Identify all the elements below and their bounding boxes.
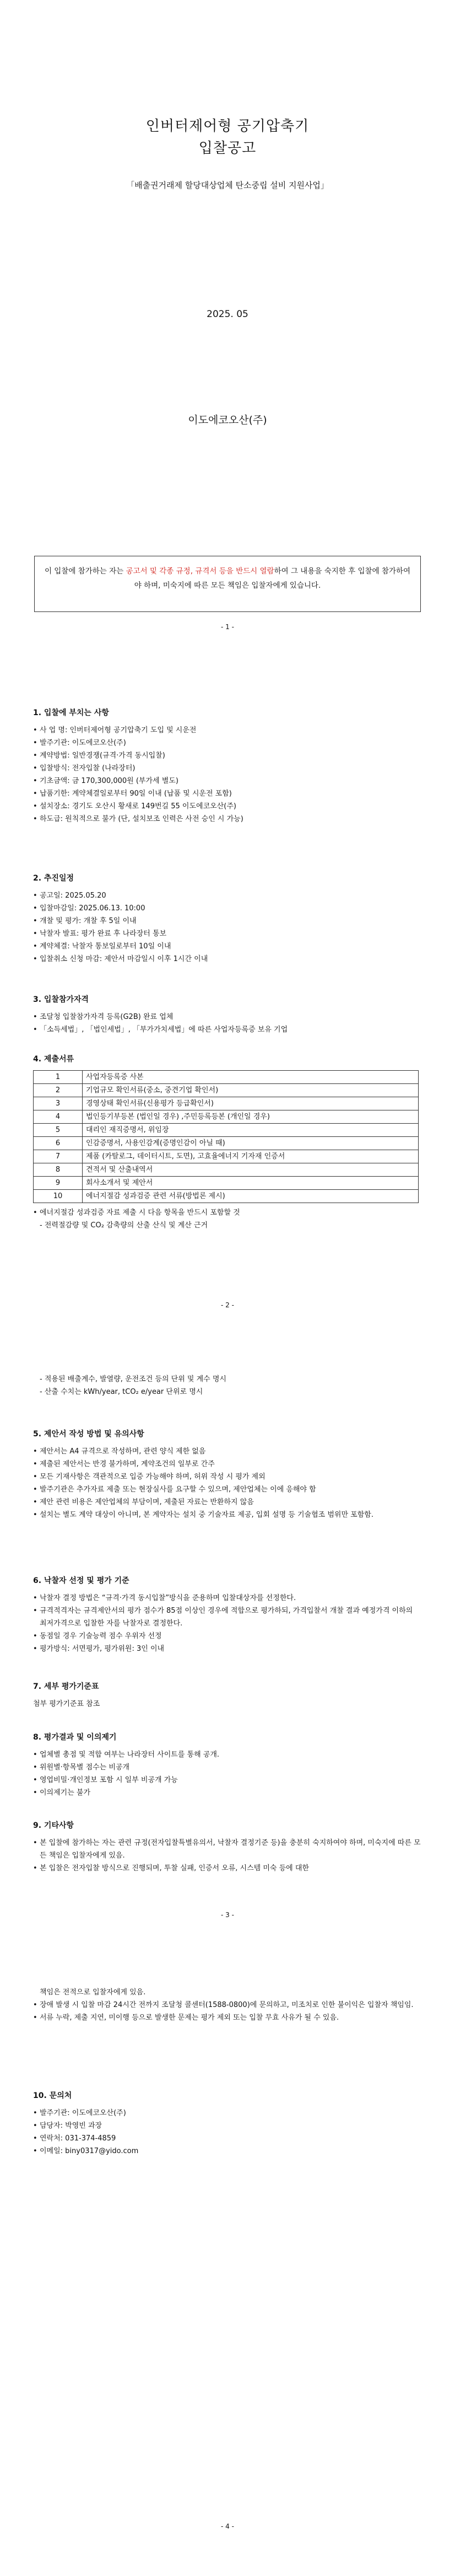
list-item: • 위원별·항목별 점수는 비공개: [33, 1761, 421, 1774]
list-item: • 장애 발생 시 입찰 마감 24시간 전까지 조달청 콜센터(1588-0800)에 문의하고, 미조치로 인한 불이익은 입찰자 책임임.: [33, 1999, 421, 2011]
list-item: • 계약방법: 일반경쟁(규격·가격 동시입찰): [33, 749, 421, 762]
list-item: • 본 입찰은 전자입찰 방식으로 진행되며, 투찰 실패, 인증서 오류, 시스템 미숙 등에 대한: [33, 1862, 421, 1875]
section-6-heading: 6. 낙찰자 선정 및 평가 기준: [33, 1576, 129, 1585]
table-row: [34, 1124, 419, 1137]
doc-date: 2025. 05: [207, 309, 248, 320]
section-7-text: 첨부 평가기준표 참조: [33, 1700, 100, 1708]
list-item: • 입찰취소 신청 마감: 제안서 마감일시 이후 1시간 이내: [33, 953, 421, 965]
table-cell: 법인등기부등본 (법인일 경우) ,주민등록등본 (개인일 경우): [83, 1110, 419, 1124]
section-4-continued: [33, 1373, 421, 1398]
page-number-3: - 3 -: [221, 1911, 234, 1919]
section-3: [33, 994, 421, 1036]
list-item: • 본 입찰에 참가하는 자는 관련 규정(전자입찰특별유의서, 낙찰자 결정기준 등)을 충분히 숙지하여야 하며, 미숙지에 따른 모든 책임은 입찰자에게 있음.: [33, 1837, 421, 1862]
section-5-heading: 5. 제안서 작성 방법 및 유의사항: [33, 1430, 144, 1439]
list-item: - 적용된 배출계수, 발열량, 운전조건 등의 단위 및 계수 명시: [40, 1375, 226, 1383]
section-9-continued: [33, 1986, 421, 2024]
list-item: • 업체별 총점 및 적합 여부는 나라장터 사이트를 통해 공개.: [33, 1748, 421, 1761]
list-item: • 동점일 경우 기술능력 점수 우위자 선정: [33, 1630, 421, 1643]
title-line-2: 입찰공고: [198, 140, 257, 157]
table-row: [34, 1110, 419, 1124]
table-cell: 제품 (카탈로그, 데이터시트, 도면), 고효율에너지 기자재 인증서: [83, 1150, 419, 1163]
table-row: [34, 1071, 419, 1084]
table-cell: 9: [34, 1177, 83, 1190]
list-item: • 담당자: 박영빈 과장: [33, 2119, 421, 2132]
title-line-1: 인버터제어형 공기압축기: [145, 118, 310, 135]
list-item: • 이메일: biny0317@yido.com: [33, 2145, 421, 2158]
table-row: [34, 1163, 419, 1177]
list-item: • 연락처: 031-374-4859: [33, 2132, 421, 2145]
list-item: • 설치장소: 경기도 오산시 황새로 149번길 55 이도에코오산(주): [33, 800, 421, 813]
table-row: [34, 1150, 419, 1163]
subtitle: 「배출권거래제 할당대상업체 탄소중립 설비 지원사업」: [126, 180, 329, 190]
list-item: • 평가방식: 서면평가, 평가위원: 3인 이내: [33, 1643, 421, 1655]
list-item: • 영업비밀·개인정보 포함 시 일부 비공개 가능: [33, 1774, 421, 1786]
table-cell: 사업자등록증 사본: [83, 1071, 419, 1084]
section-7-heading: 7. 세부 평가기준표: [33, 1682, 99, 1691]
table-cell: 에너지절감 성과검증 관련 서류(방법론 제시): [83, 1190, 419, 1203]
list-item: • 제안 관련 비용은 제안업체의 부담이며, 제출된 자료는 반환하지 않음: [33, 1496, 421, 1509]
notice-box: [34, 556, 421, 612]
section-4-heading: 4. 제출서류: [33, 1055, 74, 1064]
list-item: • 공고일: 2025.05.20: [33, 889, 421, 902]
table-cell: 4: [34, 1110, 83, 1124]
section-9-heading: 9. 기타사항: [33, 1821, 74, 1830]
table-row: [34, 1137, 419, 1150]
section-4: [33, 1053, 421, 1232]
section-6: [33, 1575, 421, 1655]
list-item: • 제안서는 A4 규격으로 작성하며, 관련 양식 제한 없음: [33, 1445, 421, 1458]
section-10: [33, 2090, 421, 2158]
table-cell: 3: [34, 1097, 83, 1110]
list-item: • 발주기관: 이도에코오산(주): [33, 737, 421, 749]
list-item: • 사 업 명: 인버터제어형 공기압축기 도입 및 시운전: [33, 724, 421, 737]
list-item: • 조달청 입찰참가자격 등록(G2B) 완료 업체: [33, 1011, 421, 1023]
section-2-heading: 2. 추진일정: [33, 874, 74, 883]
table-cell: 경영상태 확인서류(신용평가 등급확인서): [83, 1097, 419, 1110]
table-cell: 인감증명서, 사용인감계(증명인감이 아닐 때): [83, 1137, 419, 1150]
notice-text-2: 하여 그 내용을 숙지한 후 입찰에 참가하여야 하며, 미숙지에 따른 모든 책임은 입찰자에게 있습니다.: [134, 567, 411, 590]
table-cell: 8: [34, 1163, 83, 1177]
list-item: • 개찰 및 평가: 개찰 후 5일 이내: [33, 915, 421, 927]
company-name: 이도에코오산(주): [188, 414, 267, 426]
table-cell: 5: [34, 1124, 83, 1137]
list-item: • 규격적격자는 규격제안서의 평가 점수가 85점 이상인 경우에 적합으로 평가하되, 가격입찰서 개찰 결과 예정가격 이하의 최저가격으로 입찰한 자를 낙찰자로 결정한다.: [33, 1604, 421, 1630]
table-cell: 기업규모 확인서류(중소, 중견기업 확인서): [83, 1084, 419, 1097]
section-1-heading: 1. 입찰에 부치는 사항: [33, 709, 109, 717]
list-item: • 제출된 제안서는 반경 불가하며, 계약조건의 일부로 간주: [33, 1458, 421, 1471]
section-9: [33, 1820, 421, 1875]
list-item: • 발주기관: 이도에코오산(주): [33, 2107, 421, 2119]
table-cell: 견적서 및 산출내역서: [83, 1163, 419, 1177]
list-item: • 에너지절감 성과검증 자료 제출 시 다음 항목을 반드시 포함할 것: [33, 1206, 421, 1219]
table-row: [34, 1097, 419, 1110]
list-item: • 설치는 별도 계약 대상이 아니며, 본 계약자는 설치 중 기술자료 제공, 입회 설명 등 기술협조 범위만 포함함.: [33, 1509, 421, 1521]
table-cell: 1: [34, 1071, 83, 1084]
section-8: [33, 1731, 421, 1799]
table-row: [34, 1177, 419, 1190]
section-3-heading: 3. 입찰참가자격: [33, 995, 89, 1004]
list-item: • 입찰마감일: 2025.06.13. 10:00: [33, 902, 421, 915]
table-cell: 2: [34, 1084, 83, 1097]
table-row: [34, 1190, 419, 1203]
table-cell: 7: [34, 1150, 83, 1163]
notice-text-1: 이 입찰에 참가하는 자는: [44, 567, 126, 576]
list-item: - 산출 수치는 kWh/year, tCO₂ e/year 단위로 명시: [40, 1388, 203, 1396]
section-7: [33, 1681, 421, 1710]
documents-table: [33, 1070, 419, 1203]
list-item: - 전력절감량 및 CO₂ 감축량의 산출 산식 및 계산 근거: [40, 1221, 208, 1230]
list-item: • 계약체결: 낙찰자 통보일로부터 10일 이내: [33, 940, 421, 953]
table-cell: 대리인 재직증명서, 위임장: [83, 1124, 419, 1137]
list-item: • 하도급: 원칙적으로 불가 (단, 설치보조 인력은 사전 승인 시 가능): [33, 813, 421, 825]
list-item: • 「소득세법」, 「법인세법」, 「부가가치세법」에 따른 사업자등록증 보유 기업: [33, 1023, 421, 1036]
table-row: [34, 1084, 419, 1097]
section-5: [33, 1428, 421, 1521]
list-item: • 입찰방식: 전자입찰 (나라장터): [33, 762, 421, 775]
page-number-1: - 1 -: [221, 623, 234, 631]
page-number-4: - 4 -: [221, 2523, 234, 2530]
section-8-heading: 8. 평가결과 및 이의제기: [33, 1733, 117, 1742]
section-1: [33, 707, 421, 825]
list-item: • 발주기관은 추가자료 제출 또는 현장실사를 요구할 수 있으며, 제안업체는 이에 응해야 함: [33, 1483, 421, 1496]
list-item: • 납품기한: 계약체결일로부터 90일 이내 (납품 및 시운전 포함): [33, 787, 421, 800]
list-item: • 낙찰자 발표: 평가 완료 후 나라장터 통보: [33, 927, 421, 940]
section-10-heading: 10. 문의처: [33, 2091, 72, 2100]
section-2: [33, 872, 421, 965]
table-cell: 10: [34, 1190, 83, 1203]
table-cell: 회사소개서 및 제안서: [83, 1177, 419, 1190]
table-cell: 6: [34, 1137, 83, 1150]
list-item: • 이의제기는 불가: [33, 1786, 421, 1799]
notice-text-highlight: 공고서 및 각종 규정, 규격서 등을 반드시 열람: [126, 567, 274, 576]
list-item: • 낙찰자 결정 방법은 “규격·가격 동시입찰”방식을 준용하며 입찰대상자를 선정한다.: [33, 1592, 421, 1604]
page-number-2: - 2 -: [221, 1301, 234, 1309]
list-item: • 기초금액: 금 170,300,000원 (부가세 별도): [33, 775, 421, 787]
list-item: 책임은 전적으로 입찰자에게 있음.: [40, 1988, 146, 1997]
list-item: • 모든 기재사항은 객관적으로 입증 가능해야 하며, 허위 작성 시 평가 제외: [33, 1471, 421, 1483]
list-item: • 서류 누락, 제출 지연, 미이행 등으로 발생한 문제는 평가 제외 또는 입찰 무효 사유가 될 수 있음.: [33, 2011, 421, 2024]
